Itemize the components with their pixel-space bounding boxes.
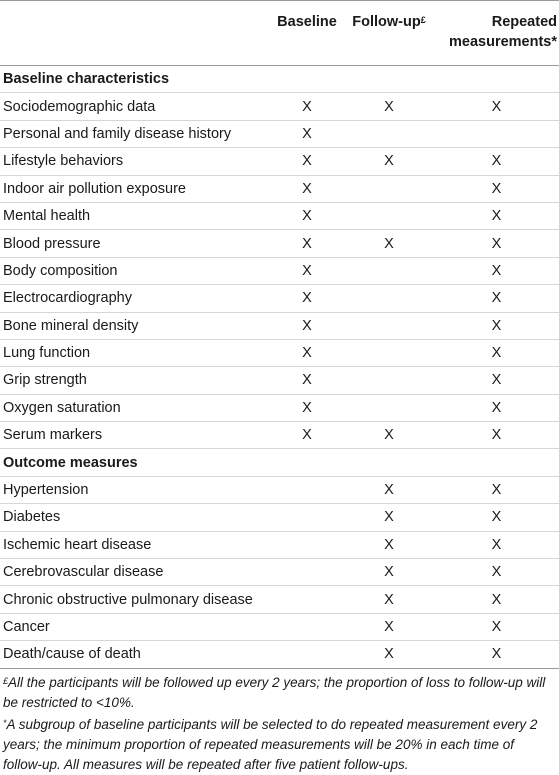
followup-mark — [344, 257, 434, 284]
row-label: Blood pressure — [0, 230, 270, 257]
row-label: Lung function — [0, 339, 270, 366]
followup-mark: X — [344, 586, 434, 613]
section-row — [0, 66, 559, 93]
footnote-followup — [3, 673, 556, 713]
footnote-repeated-text: A subgroup of baseline participants will be selected to do repeated measurement every 2 years; the minimum proportion of repeated measurements will be 20% in each time of follow-up. All measures will be repeated after five patient follow-ups. — [3, 716, 538, 772]
table-row — [0, 394, 559, 421]
row-label: Hypertension — [0, 476, 270, 503]
table-row — [0, 230, 559, 257]
row-label: Serum markers — [0, 422, 270, 449]
row-label: Chronic obstructive pulmonary disease — [0, 586, 270, 613]
footnote-repeated-sup: * — [3, 717, 7, 728]
followup-mark — [344, 394, 434, 421]
table-row — [0, 476, 559, 503]
repeated-mark: X — [434, 339, 559, 366]
row-label: Outcome measures — [0, 449, 270, 476]
followup-mark: X — [344, 148, 434, 175]
baseline-mark — [270, 531, 344, 558]
row-label: Indoor air pollution exposure — [0, 175, 270, 202]
table-row — [0, 339, 559, 366]
row-label: Sociodemographic data — [0, 93, 270, 120]
followup-mark — [344, 66, 434, 93]
row-label: Lifestyle behaviors — [0, 148, 270, 175]
repeated-mark: X — [434, 230, 559, 257]
baseline-mark — [270, 504, 344, 531]
table-header — [0, 1, 559, 66]
baseline-mark: X — [270, 175, 344, 202]
followup-mark — [344, 312, 434, 339]
followup-mark — [344, 339, 434, 366]
row-label: Grip strength — [0, 367, 270, 394]
repeated-mark: X — [434, 559, 559, 586]
followup-mark: X — [344, 504, 434, 531]
row-label: Personal and family disease history — [0, 120, 270, 147]
repeated-mark: X — [434, 148, 559, 175]
repeated-mark: X — [434, 504, 559, 531]
baseline-mark: X — [270, 367, 344, 394]
followup-mark — [344, 367, 434, 394]
followup-mark: X — [344, 230, 434, 257]
followup-mark: X — [344, 613, 434, 640]
table-row — [0, 312, 559, 339]
repeated-mark: X — [434, 586, 559, 613]
table-row — [0, 531, 559, 558]
baseline-mark — [270, 559, 344, 586]
baseline-mark: X — [270, 285, 344, 312]
baseline-mark: X — [270, 120, 344, 147]
table-row — [0, 148, 559, 175]
repeated-mark: X — [434, 175, 559, 202]
baseline-mark: X — [270, 394, 344, 421]
header-followup-text: Follow-up — [352, 14, 421, 30]
row-label: Diabetes — [0, 504, 270, 531]
repeated-mark: X — [434, 312, 559, 339]
followup-mark: X — [344, 93, 434, 120]
table-row — [0, 285, 559, 312]
header-baseline — [270, 1, 344, 66]
table-row — [0, 559, 559, 586]
repeated-mark — [434, 66, 559, 93]
header-repeated-label — [434, 1, 557, 52]
followup-mark — [344, 285, 434, 312]
baseline-mark — [270, 66, 344, 93]
repeated-mark: X — [434, 531, 559, 558]
row-label: Baseline characteristics — [0, 66, 270, 93]
table-row — [0, 120, 559, 147]
table-row — [0, 422, 559, 449]
followup-mark: X — [344, 559, 434, 586]
header-baseline-label: Baseline — [277, 14, 337, 30]
footnote-followup-text: All the participants will be followed up every 2 years; the proportion of loss to follow-up will be restricted to <10%. — [3, 674, 546, 710]
baseline-mark: X — [270, 257, 344, 284]
table-row — [0, 586, 559, 613]
footnote-repeated — [3, 715, 556, 775]
followup-mark: X — [344, 531, 434, 558]
baseline-mark — [270, 586, 344, 613]
followup-mark: X — [344, 641, 434, 668]
repeated-mark: X — [434, 476, 559, 503]
followup-mark — [344, 120, 434, 147]
row-label: Death/cause of death — [0, 641, 270, 668]
table-row — [0, 175, 559, 202]
table-row — [0, 93, 559, 120]
repeated-mark: X — [434, 257, 559, 284]
repeated-mark — [434, 120, 559, 147]
repeated-mark: X — [434, 93, 559, 120]
header-repeated-line2: measurements* — [449, 34, 557, 50]
baseline-mark: X — [270, 339, 344, 366]
repeated-mark: X — [434, 422, 559, 449]
followup-mark: X — [344, 422, 434, 449]
baseline-mark — [270, 476, 344, 503]
footnote-followup-sup: £ — [3, 675, 9, 686]
repeated-mark: X — [434, 367, 559, 394]
header-followup — [344, 1, 434, 66]
baseline-mark — [270, 613, 344, 640]
row-label: Cancer — [0, 613, 270, 640]
row-label: Ischemic heart disease — [0, 531, 270, 558]
table-row — [0, 504, 559, 531]
table-row — [0, 202, 559, 229]
row-label: Mental health — [0, 202, 270, 229]
table-row — [0, 613, 559, 640]
header-repeated-line1: Repeated — [491, 14, 557, 30]
header-blank — [0, 1, 270, 66]
baseline-mark: X — [270, 148, 344, 175]
footnotes — [0, 669, 559, 775]
row-label: Electrocardiography — [0, 285, 270, 312]
followup-mark — [344, 175, 434, 202]
repeated-mark: X — [434, 394, 559, 421]
table-row — [0, 257, 559, 284]
baseline-mark: X — [270, 422, 344, 449]
header-repeated — [434, 1, 559, 66]
row-label: Bone mineral density — [0, 312, 270, 339]
row-label: Cerebrovascular disease — [0, 559, 270, 586]
baseline-mark: X — [270, 93, 344, 120]
table-row — [0, 367, 559, 394]
repeated-mark: X — [434, 641, 559, 668]
header-followup-label — [344, 1, 434, 32]
repeated-mark: X — [434, 202, 559, 229]
baseline-mark: X — [270, 202, 344, 229]
repeated-mark — [434, 449, 559, 476]
baseline-mark: X — [270, 312, 344, 339]
row-label: Body composition — [0, 257, 270, 284]
followup-mark — [344, 202, 434, 229]
table-row — [0, 641, 559, 668]
followup-mark — [344, 449, 434, 476]
baseline-mark — [270, 449, 344, 476]
followup-mark: X — [344, 476, 434, 503]
row-label: Oxygen saturation — [0, 394, 270, 421]
table-body — [0, 66, 559, 669]
repeated-mark: X — [434, 613, 559, 640]
baseline-mark — [270, 641, 344, 668]
baseline-mark: X — [270, 230, 344, 257]
header-followup-sup: £ — [420, 15, 426, 25]
repeated-mark: X — [434, 285, 559, 312]
section-row — [0, 449, 559, 476]
